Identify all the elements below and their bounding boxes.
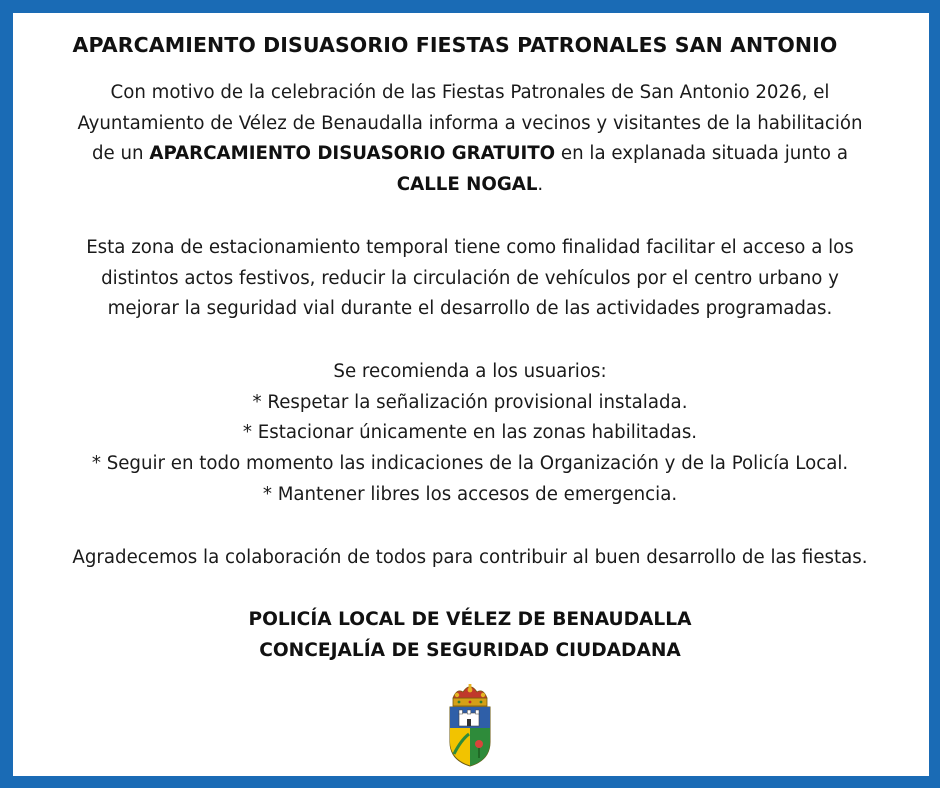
purpose-paragraph <box>0 233 940 325</box>
recommendations-block <box>0 357 940 511</box>
recommendation-item: * Estacionar únicamente en las zonas habilitadas. <box>242 422 698 444</box>
municipal-coat-of-arms-icon <box>445 684 495 768</box>
intro-line-4-post: . <box>537 174 544 196</box>
recommendation-item: * Seguir en todo momento las indicaciones de la Organización y de la Policía Local. <box>91 453 849 475</box>
recommendations-intro: Se recomienda a los usuarios: <box>333 361 607 382</box>
signature-block <box>0 605 940 666</box>
purpose-line-3: mejorar la seguridad vial durante el desarrollo de las actividades programadas. <box>107 298 833 320</box>
intro-line-4 <box>0 170 940 201</box>
signature-department: CONCEJALÍA DE SEGURIDAD CIUDADANA <box>259 639 681 661</box>
intro-paragraph <box>0 78 940 201</box>
closing-text: Agradecemos la colaboración de todos para contribuir al buen desarrollo de las fiestas. <box>72 547 868 568</box>
free-parking-highlight: APARCAMIENTO DISUASORIO GRATUITO <box>149 143 556 165</box>
purpose-line-2: distintos actos festivos, reducir la circulación de vehículos por el centro urbano y <box>101 267 839 289</box>
intro-line-3 <box>0 139 940 170</box>
notice-title: APARCAMIENTO DISUASORIO FIESTAS PATRONALES SAN ANTONIO <box>72 33 838 57</box>
purpose-line-1: Esta zona de estacionamiento temporal tiene como finalidad facilitar el acceso a los <box>86 237 854 258</box>
crown-icon <box>453 684 487 706</box>
intro-line-3-pre: de un <box>92 143 150 165</box>
intro-line-2: Ayuntamiento de Vélez de Benaudalla informa a vecinos y visitantes de la habilitación <box>77 112 863 134</box>
recommendation-item: * Respetar la señalización provisional instalada. <box>252 391 688 413</box>
signature-police: POLICÍA LOCAL DE VÉLEZ DE BENAUDALLA <box>248 609 692 630</box>
street-name-highlight: CALLE NOGAL <box>396 174 538 196</box>
recommendation-item: * Mantener libres los accesos de emergencia. <box>262 483 678 505</box>
intro-line-3-post: en la explanada situada junto a <box>555 143 848 165</box>
intro-line-1: Con motivo de la celebración de las Fiestas Patronales de San Antonio 2026, el <box>110 82 830 103</box>
shield-icon <box>450 707 490 766</box>
